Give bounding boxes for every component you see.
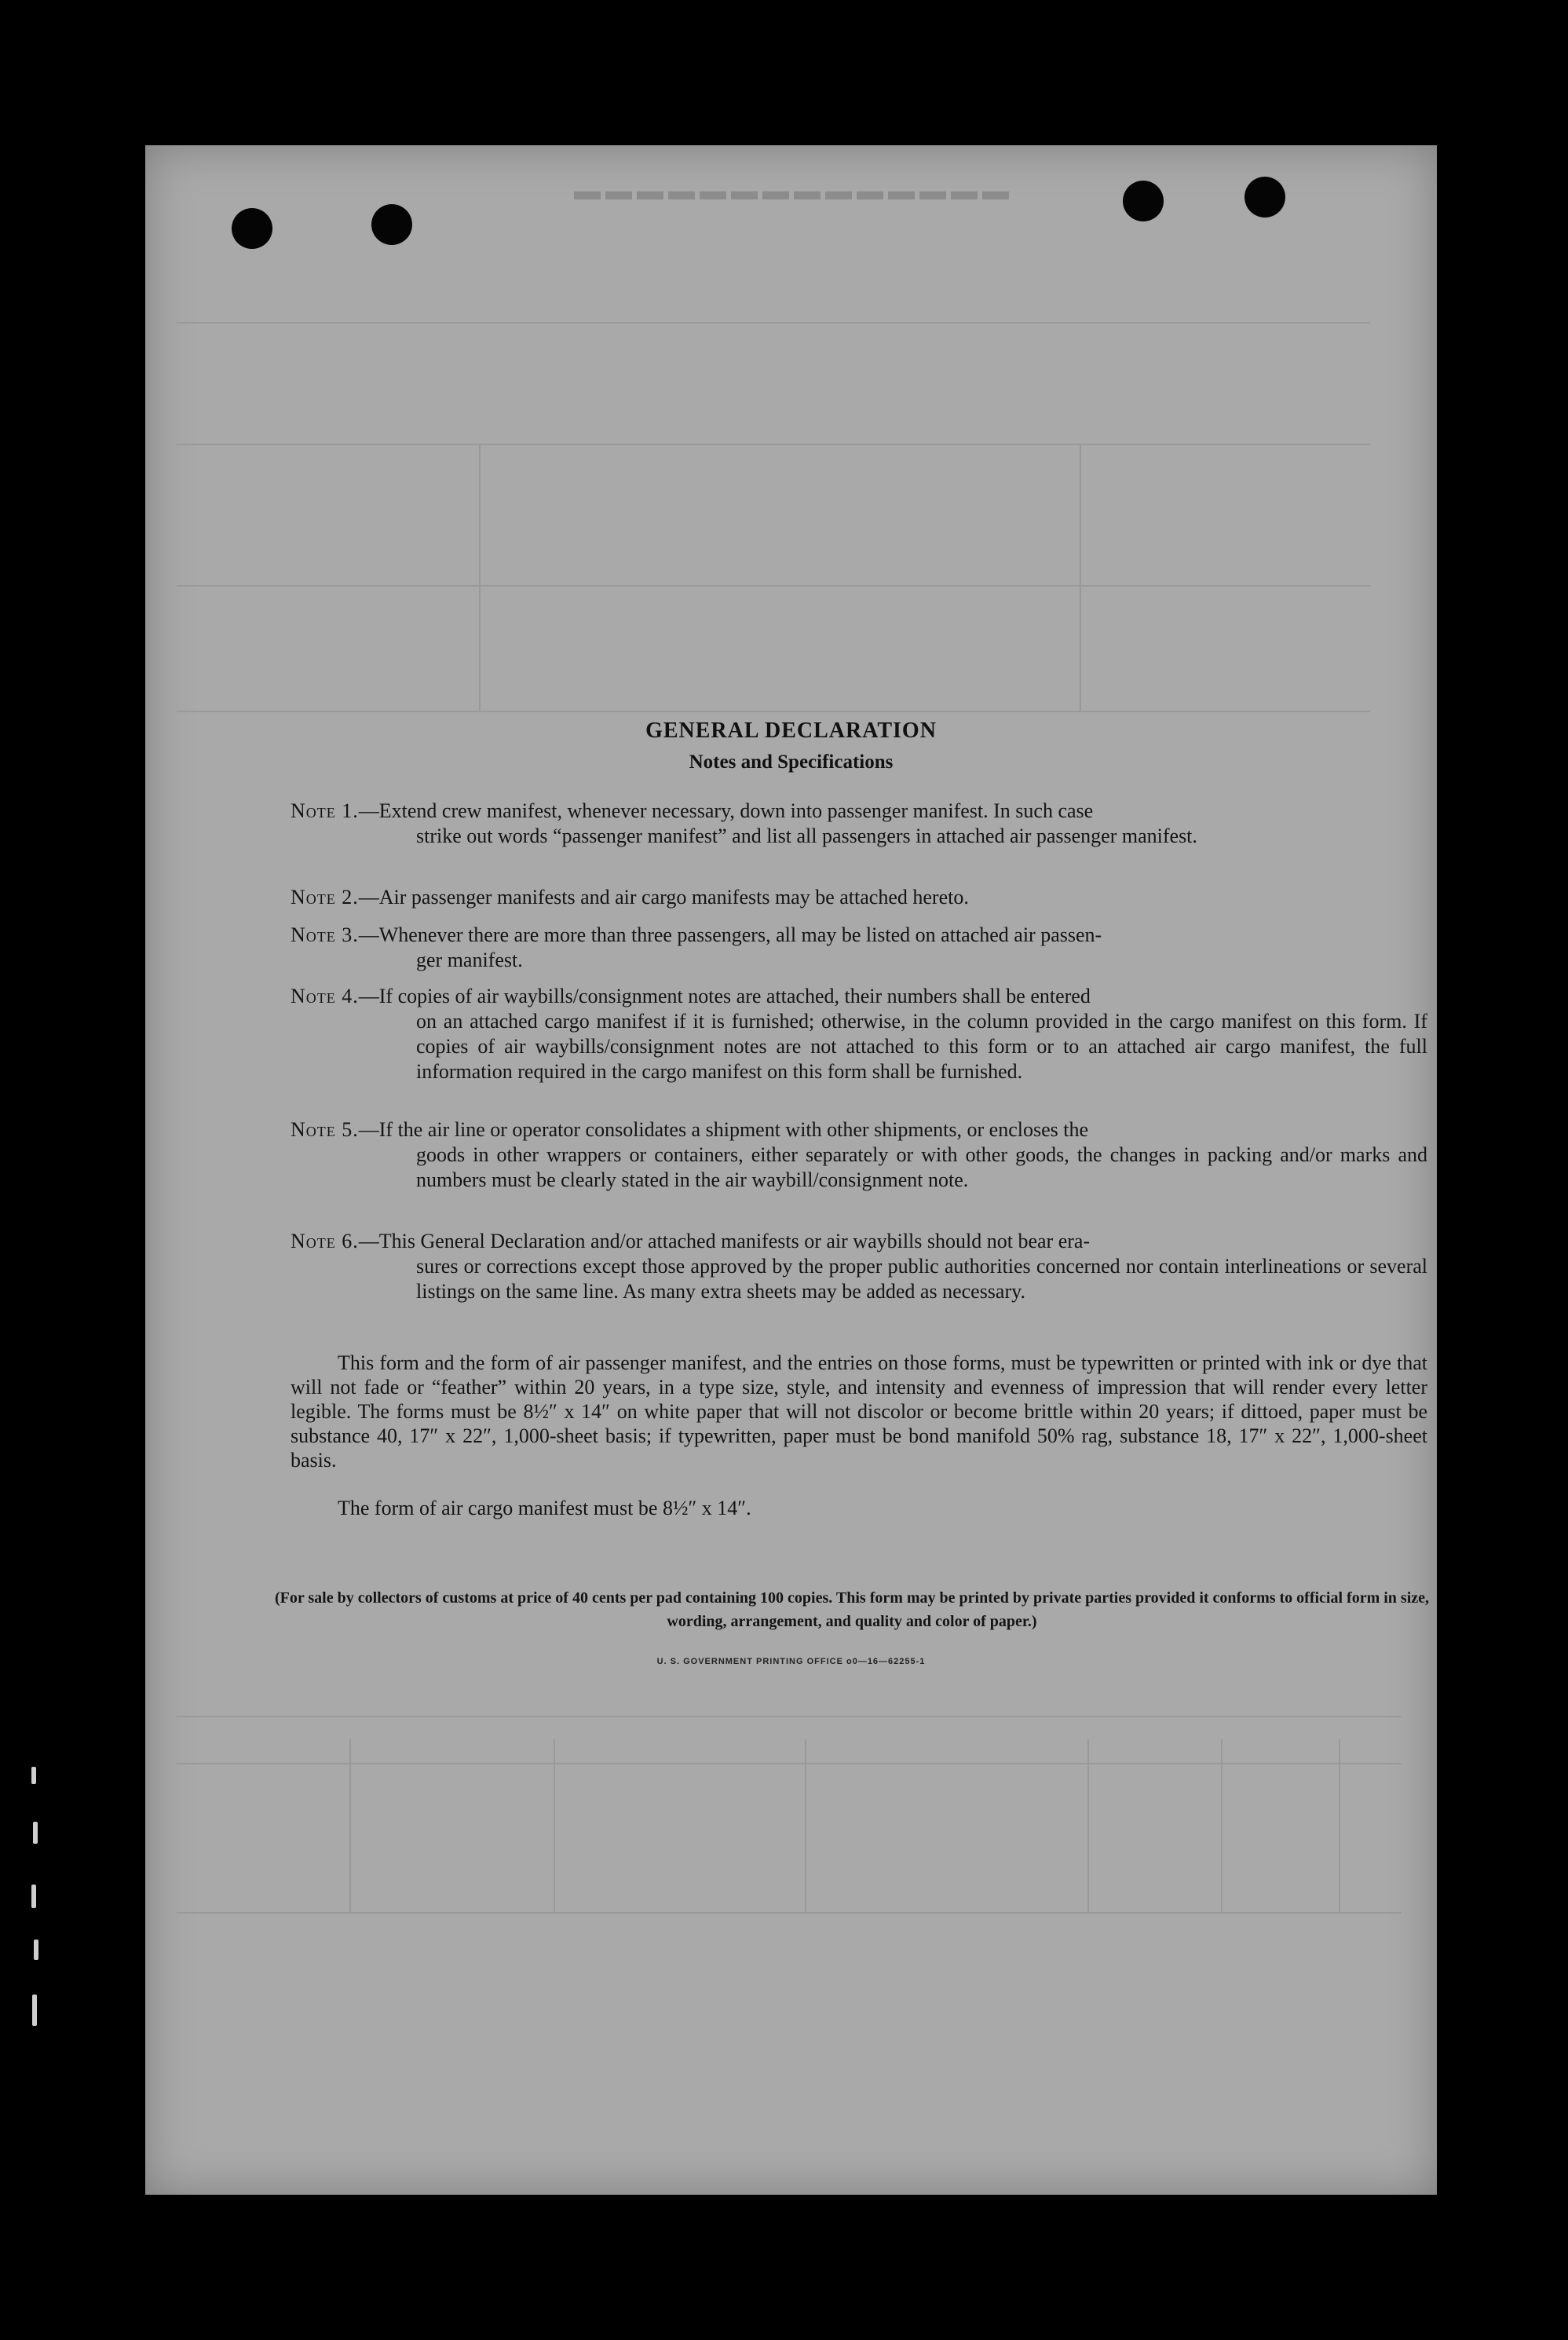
edge-mark bbox=[34, 1940, 38, 1960]
note-lead: Extend crew manifest, whenever necessary, down into passenger manifest. In such case bbox=[378, 799, 1094, 822]
note-label: Note 3.— bbox=[291, 923, 379, 946]
note-continuation: on an attached cargo manifest if it is furnished; otherwise, in the column provided in the cargo manifest on this form. If copies of air waybills/consignment notes are not attached to this form or to an attached air cargo manifest, the full information required in the cargo manifest on this form shall be furnished. bbox=[416, 1010, 1427, 1083]
edge-mark bbox=[31, 1885, 36, 1908]
note-lead: Air passenger manifests and air cargo manifests may be attached hereto. bbox=[378, 886, 969, 909]
cargo-manifest-size-paragraph bbox=[291, 1496, 1427, 1520]
note-1 bbox=[291, 799, 1427, 849]
specification-paragraph bbox=[291, 1351, 1427, 1472]
cargo-manifest-size-text: The form of air cargo manifest must be 8½″ x 14″. bbox=[338, 1497, 751, 1519]
punch-hole bbox=[1123, 181, 1164, 221]
note-lead: If copies of air waybills/consignment notes are attached, their numbers shall be entered bbox=[378, 985, 1091, 1007]
note-2 bbox=[291, 885, 1427, 910]
edge-mark bbox=[32, 1994, 37, 2026]
note-continuation: sures or corrections except those approved by the proper public authorities concerned nor contain interlineations or several listings on the same line. As many extra sheets may be added as necessary. bbox=[416, 1255, 1427, 1303]
document-page: ▬▬▬▬▬▬▬▬▬▬▬▬▬▬ GENERAL DECLARATION Notes and Specifications Note 1.—Extend crew manifest, whenever necessary, down into passenger manifest. In such case strike out words “passenger manifest” and list all passengers in attached air passenger manifest. Note 2.—Air passenger manifests and air cargo manifests may be attached hereto. Note 3.—Whenever there are more than three passengers, all may be listed on attached air passen- ger manifest. Note 4.—If copies of air waybills/consignment notes are attached, their numbers shall be entered on an attached cargo manifest if it is furnished; otherwise, in the column provided in the cargo manifest on this form. If copies of air waybills/consignment notes are not attached to this form or to an attached air cargo manifest, the full information required in the cargo manifest on this form shall be furnished. Note 5.—If the air line or operator consolidates a shipment with other shipments, or encloses the goods in other wrappers or containers, either separately or with other goods, the changes in packing and/or marks and numbers must be clearly stated in the air waybill/consignment note. Note 6.—This General Declaration and/or attached manifests or air waybills should not bear era- sures or corrections except those approved by the proper public authorities concerned nor contain interlineations or several listings on the same line. As many extra sheets may be added as necessary. This form and the form of air passenger manifest, and the entries on those forms, must be typewritten or printed with ink or dye that will not fade or “feather” within 20 years, in a type size, style, and intensity and evenness of impression that will render every letter legible. The forms must be 8½″ x 14″ on white paper that will not discolor or become brittle within 20 years; if dittoed, paper must be substance 40, 17″ x 22″, 1,000-sheet basis; if typewritten, paper must be bond manifold 50% rag, substance 18, 17″ x 22″, 1,000-sheet basis. The form of air cargo manifest must be 8½″ x 14″. (For sale by collectors of customs at price of 40 cents per pad containing 100 copies. This form may be printed by private parties provided it conforms to official form in size, wording, arrangement, and quality and color of paper.) U. S. GOVERNMENT PRINTING OFFICE o0—16—62255-1 bbox=[145, 145, 1437, 2195]
note-label: Note 6.— bbox=[291, 1230, 379, 1252]
note-4 bbox=[291, 984, 1427, 1084]
punch-hole bbox=[232, 208, 272, 249]
note-label: Note 4.— bbox=[291, 985, 379, 1007]
note-label: Note 2.— bbox=[291, 886, 379, 909]
edge-mark bbox=[31, 1767, 36, 1784]
note-continuation: goods in other wrappers or containers, either separately or with other goods, the changes in packing and/or marks and numbers must be clearly stated in the air waybill/consignment note. bbox=[416, 1143, 1427, 1191]
edge-mark bbox=[33, 1822, 38, 1844]
note-6 bbox=[291, 1229, 1427, 1304]
note-label: Note 5.— bbox=[291, 1118, 379, 1141]
printer-imprint: U. S. GOVERNMENT PRINTING OFFICE o0—16—62255-1 bbox=[656, 1657, 926, 1666]
note-label: Note 1.— bbox=[291, 799, 379, 822]
note-3 bbox=[291, 923, 1427, 973]
note-lead: If the air line or operator consolidates a shipment with other shipments, or encloses the bbox=[378, 1118, 1089, 1141]
note-lead: This General Declaration and/or attached manifests or air waybills should not bear era- bbox=[378, 1230, 1091, 1252]
specification-text: This form and the form of air passenger manifest, and the entries on those forms, must be typewritten or printed with ink or dye that will not fade or “feather” within 20 years, in a type size, style, and intensity and evenness of impression that will render every letter legible. The forms must be 8½″ x 14″ on white paper that will not discolor or become brittle within 20 years; if dittoed, paper must be substance 40, 17″ x 22″, 1,000-sheet basis; if typewritten, paper must be bond manifold 50% rag, substance 18, 17″ x 22″, 1,000-sheet basis. bbox=[291, 1351, 1427, 1472]
document-title: GENERAL DECLARATION bbox=[645, 718, 937, 743]
note-lead: Whenever there are more than three passengers, all may be listed on attached air passen- bbox=[378, 923, 1102, 946]
sale-notice: (For sale by collectors of customs at price of 40 cents per pad containing 100 copies. This form may be printed by private parties provided it conforms to official form in size, wording, arrangement, and quality and color of paper.) bbox=[274, 1589, 1430, 1630]
note-continuation: strike out words “passenger manifest” and list all passengers in attached air passenger manifest. bbox=[416, 824, 1197, 847]
note-continuation: ger manifest. bbox=[416, 949, 523, 971]
document-subtitle: Notes and Specifications bbox=[689, 751, 894, 773]
punch-hole bbox=[1245, 177, 1285, 218]
punch-hole bbox=[371, 204, 412, 245]
note-5 bbox=[291, 1117, 1427, 1193]
